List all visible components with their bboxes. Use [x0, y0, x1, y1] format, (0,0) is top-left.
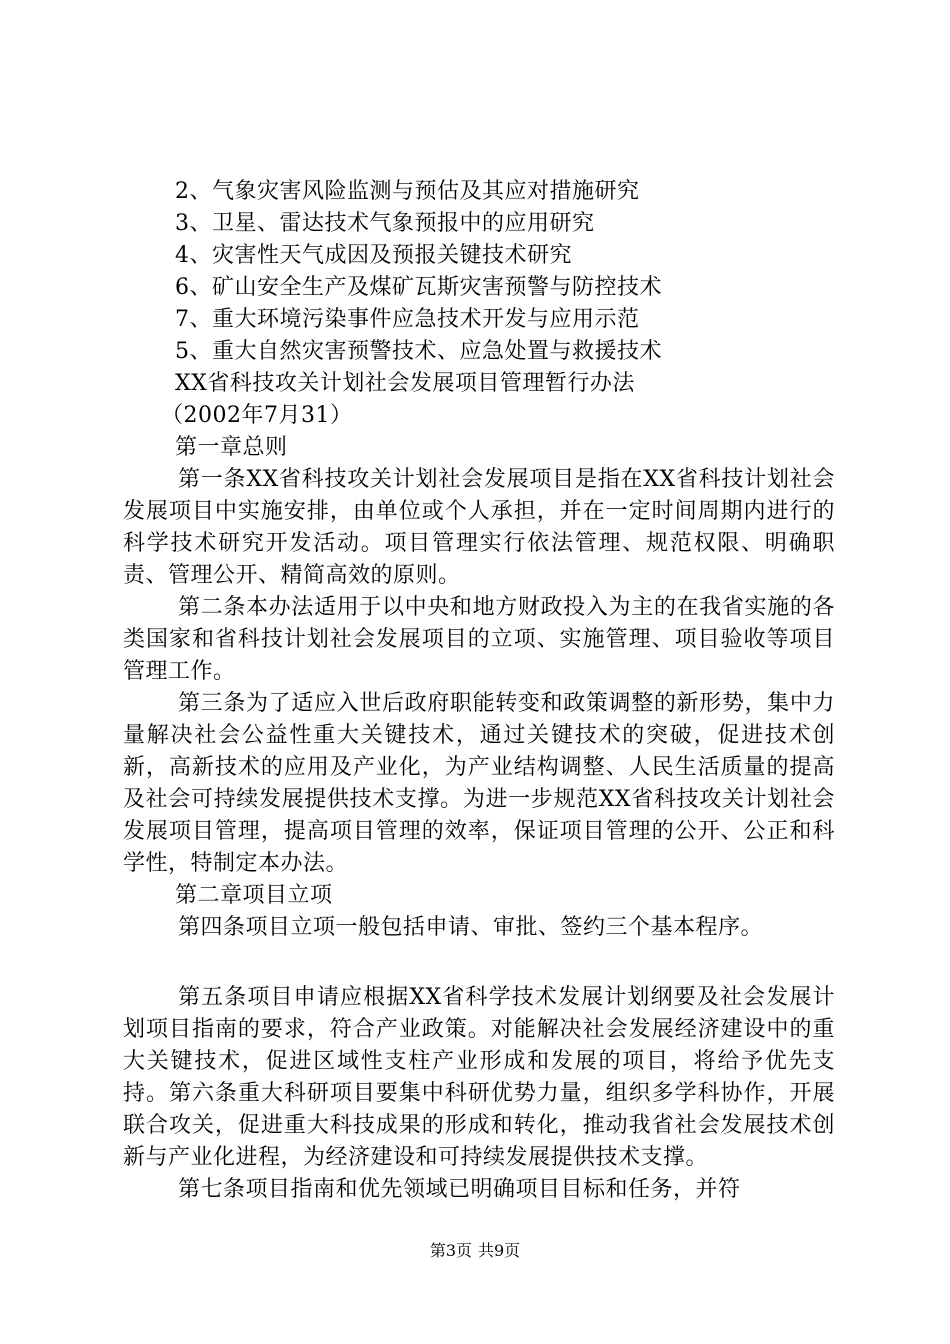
page-footer: [0, 1238, 950, 1261]
list-item: 5、重大自然灾害预警技术、应急处置与救援技术: [175, 339, 662, 364]
list-item: 4、灾害性天气成因及预报关键技术研究: [175, 243, 572, 268]
list-item: 6、矿山安全生产及煤矿瓦斯灾害预警与防控技术: [175, 275, 662, 300]
list-item: 3、卫星、雷达技术气象预报中的应用研究: [175, 211, 595, 236]
chapter-heading: 第二章项目立项: [175, 883, 333, 908]
article-paragraph: 第七条项目指南和优先领域已明确项目目标和任务，并符: [178, 1177, 741, 1202]
page-number: 第3页: [429, 1241, 472, 1260]
document-date: （2002年7月31）: [161, 403, 353, 428]
article-paragraph: 第四条项目立项一般包括申请、审批、签约三个基本程序。: [178, 915, 764, 940]
article-paragraph: 第二条本办法适用于以中央和地方财政投入为主的在我省实施的各类国家和省科技计划社会发展项目的立项、实施管理、项目验收等项目管理工作。: [123, 595, 835, 684]
chapter-heading: 第一章总则: [175, 435, 288, 460]
paragraph-gap: [123, 944, 835, 982]
document-body: [123, 176, 835, 1206]
document-title: XX省科技攻关计划社会发展项目管理暂行办法: [175, 371, 635, 396]
article-paragraph: 第五条项目申请应根据XX省科学技术发展计划纲要及社会发展计划项目指南的要求，符合产业政策。对能解决社会发展经济建设中的重大关键技术，促进区域性支柱产业形成和发展的项目，将给予优先支持。第六条重大科研项目要集中科研优势力量，组织多学科协作，开展联合攻关，促进重大科技成果的形成和转化，推动我省社会发展技术创新与产业化进程，为经济建设和可持续发展提供技术支撑。: [123, 985, 835, 1170]
article-paragraph: 第一条XX省科技攻关计划社会发展项目是指在XX省科技计划社会发展项目中实施安排，由单位或个人承担，并在一定时间周期内进行的科学技术研究开发活动。项目管理实行依法管理、规范权限、明确职责、管理公开、精简高效的原则。: [123, 467, 835, 588]
page-total: 共9页: [478, 1241, 521, 1260]
list-item: 2、气象灾害风险监测与预估及其应对措施研究: [175, 179, 640, 204]
article-paragraph: 第三条为了适应入世后政府职能转变和政策调整的新形势，集中力量解决社会公益性重大关键技术，通过关键技术的突破，促进技术创新，高新技术的应用及产业化，为产业结构调整、人民生活质量的提高及社会可持续发展提供技术支撑。为进一步规范XX省科技攻关计划社会发展项目管理，提高项目管理的效率，保证项目管理的公开、公正和科学性，特制定本办法。: [123, 691, 835, 876]
list-item: 7、重大环境污染事件应急技术开发与应用示范: [175, 307, 640, 332]
